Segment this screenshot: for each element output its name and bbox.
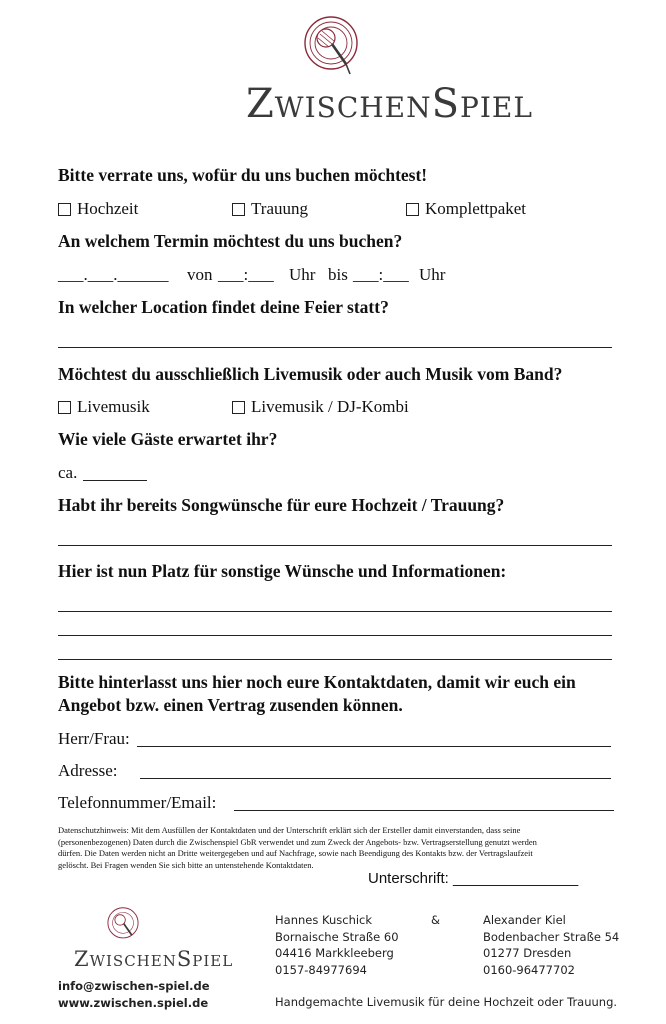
footer-logo-emblem [106,906,140,942]
footer-contact-web [58,978,210,1011]
person2-street: Bodenbacher Straße 54 [483,929,620,944]
location-input-line[interactable] [58,347,612,348]
privacy-line-3: dürfen. Die Daten werden nicht an Dritte weitergegeben und auf Nachfrage, sowie nach Beendigung des Kontakts bzw. der Vertragslaufzeit [58,848,533,858]
microphone-logo-icon [302,14,360,76]
privacy-notice [58,825,618,871]
label-telefon-email: Telefonnummer/Email: [58,793,217,812]
person2-city: 01277 Dresden [483,946,572,960]
footer-microphone-logo-icon [106,906,140,942]
person1-phone: 0157-84977694 [275,962,367,977]
signature-blank[interactable]: _______________ [453,870,579,887]
logo-emblem [302,14,360,76]
privacy-line-2: (personenbezogenen) Daten durch die Zwischenspiel GbR verwendet und zum Zweck der Angebots- bzw. Vertragserstellung genutzt werden [58,836,537,847]
question-location: In welcher Location findet deine Feier statt? [58,297,389,317]
address-input-line[interactable] [140,778,611,779]
name-input-line[interactable] [137,746,611,747]
question-guests: Wie viele Gäste erwartet ihr? [58,429,278,449]
phone-email-input-line[interactable] [234,810,614,811]
footer-logo-wordmark-text: ZwischenSpiel [74,947,234,971]
logo-wordmark-text: ZwischenSpiel [246,81,533,127]
date-field[interactable]: ___.___.______ [58,265,169,284]
time-end-field[interactable]: ___:___ [353,265,409,284]
person1-name: Hannes Kuschick [275,913,373,927]
label-uhr-1: Uhr [289,265,316,284]
footer-ampersand: & [431,913,440,927]
person2-name: Alexander Kiel [483,913,566,927]
signature-label: Unterschrift: [368,870,449,887]
other-wishes-line-3[interactable] [58,659,612,660]
question-booking-type: Bitte verrate uns, wofür du uns buchen möchtest! [58,165,428,185]
question-contact-line-1: Bitte hinterlasst uns hier noch eure Kontaktdaten, damit wir euch ein [58,672,576,692]
label-von: von [187,265,213,284]
label-adresse: Adresse: [58,761,118,780]
person1-street: Bornaische Straße 60 [275,929,399,944]
footer-person-1 [275,912,399,978]
song-wishes-input-line[interactable] [58,545,612,546]
question-music-type: Möchtest du ausschließlich Livemusik oder auch Musik vom Band? [58,364,563,384]
checkbox[interactable] [406,203,419,216]
logo-wordmark [246,80,533,128]
checkbox[interactable] [58,203,71,216]
option-livemusik[interactable]: Livemusik [58,397,150,417]
footer-logo-wordmark [74,946,233,972]
footer-email-link[interactable]: info@zwischen-spiel.de [58,979,210,993]
footer-person-2 [483,912,619,978]
question-date: An welchem Termin möchtest du uns buchen? [58,231,403,251]
person1-city: 04416 Markkleeberg [275,946,394,960]
privacy-line-4: gelöscht. Bei Fragen wenden Sie sich bitte an untenstehende Kontaktdaten. [58,859,314,870]
question-song-wishes: Habt ihr bereits Songwünsche für eure Hochzeit / Trauung? [58,495,505,515]
option-trauung[interactable]: Trauung [232,199,308,219]
time-start-field[interactable]: ___:___ [218,265,274,284]
checkbox[interactable] [58,401,71,414]
option-hochzeit[interactable]: Hochzeit [58,199,138,219]
other-wishes-line-2[interactable] [58,635,612,636]
label-herr-frau: Herr/Frau: [58,729,130,748]
question-other-wishes: Hier ist nun Platz für sonstige Wünsche und Informationen: [58,561,507,581]
signature-field[interactable] [368,870,578,887]
guest-count-input-line[interactable] [83,480,147,481]
checkbox[interactable] [232,203,245,216]
question-contact-line-2: Angebot bzw. einen Vertrag zusenden können. [58,695,403,715]
other-wishes-line-1[interactable] [58,611,612,612]
label-bis: bis [328,265,348,284]
privacy-line-1: Datenschutzhinweis: Mit dem Ausfüllen der Kontaktdaten und der Unterschrift erklärt sich der Ersteller damit einverstanden, dass seine [58,825,521,835]
option-livemusik-dj[interactable]: Livemusik / DJ-Kombi [232,397,409,417]
label-uhr-2: Uhr [419,265,446,284]
option-komplettpaket[interactable]: Komplettpaket [406,199,526,219]
person2-phone: 0160-96477702 [483,962,575,977]
label-ca: ca. [58,463,78,482]
footer-tagline: Handgemachte Livemusik für deine Hochzeit oder Trauung. [275,995,618,1009]
footer-web-link[interactable]: www.zwischen.spiel.de [58,995,209,1010]
checkbox[interactable] [232,401,245,414]
